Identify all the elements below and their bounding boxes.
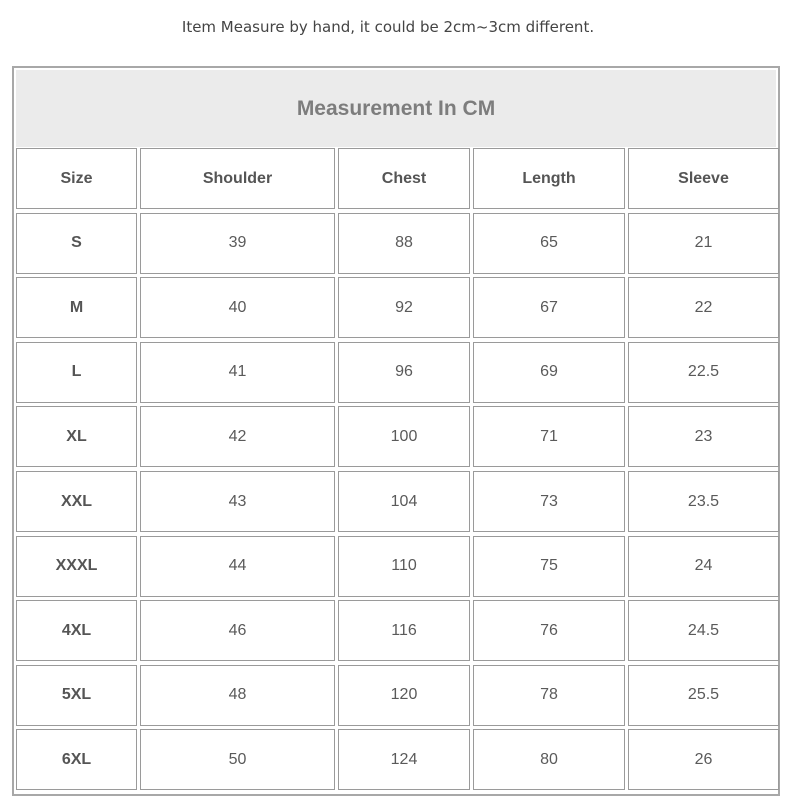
cell-length: 78 xyxy=(473,665,625,726)
cell-length: 69 xyxy=(473,342,625,403)
cell-sleeve: 26 xyxy=(628,729,779,790)
header-shoulder: Shoulder xyxy=(140,148,335,209)
table-row xyxy=(14,600,778,665)
cell-chest: 116 xyxy=(338,600,470,661)
header-length: Length xyxy=(473,148,625,209)
cell-size: 5XL xyxy=(16,665,137,726)
table-row xyxy=(14,213,778,278)
cell-shoulder: 41 xyxy=(140,342,335,403)
cell-length: 80 xyxy=(473,729,625,790)
cell-shoulder: 40 xyxy=(140,277,335,338)
cell-length: 67 xyxy=(473,277,625,338)
cell-length: 76 xyxy=(473,600,625,661)
table-title: Measurement In CM xyxy=(296,96,496,120)
table-row xyxy=(14,406,778,471)
table-row xyxy=(14,342,778,407)
header-sleeve: Sleeve xyxy=(628,148,779,209)
cell-sleeve: 21 xyxy=(628,213,779,274)
cell-sleeve: 23.5 xyxy=(628,471,779,532)
cell-shoulder: 50 xyxy=(140,729,335,790)
cell-sleeve: 25.5 xyxy=(628,665,779,726)
cell-length: 73 xyxy=(473,471,625,532)
cell-shoulder: 44 xyxy=(140,536,335,597)
cell-shoulder: 46 xyxy=(140,600,335,661)
cell-chest: 92 xyxy=(338,277,470,338)
cell-sleeve: 22 xyxy=(628,277,779,338)
cell-shoulder: 48 xyxy=(140,665,335,726)
cell-size: 4XL xyxy=(16,600,137,661)
cell-shoulder: 42 xyxy=(140,406,335,467)
cell-size: 6XL xyxy=(16,729,137,790)
cell-size: XXXL xyxy=(16,536,137,597)
cell-size: XXL xyxy=(16,471,137,532)
cell-chest: 110 xyxy=(338,536,470,597)
size-chart-table xyxy=(12,66,780,796)
cell-chest: 100 xyxy=(338,406,470,467)
cell-size: S xyxy=(16,213,137,274)
cell-size: L xyxy=(16,342,137,403)
cell-size: M xyxy=(16,277,137,338)
table-header-row xyxy=(14,148,778,213)
table-row xyxy=(14,729,778,794)
cell-size: XL xyxy=(16,406,137,467)
table-row xyxy=(14,471,778,536)
cell-chest: 104 xyxy=(338,471,470,532)
cell-length: 65 xyxy=(473,213,625,274)
cell-chest: 120 xyxy=(338,665,470,726)
cell-chest: 88 xyxy=(338,213,470,274)
cell-length: 75 xyxy=(473,536,625,597)
table-title-bar xyxy=(16,70,776,147)
cell-sleeve: 24.5 xyxy=(628,600,779,661)
cell-sleeve: 22.5 xyxy=(628,342,779,403)
table-row xyxy=(14,665,778,730)
table-row xyxy=(14,536,778,601)
cell-sleeve: 23 xyxy=(628,406,779,467)
header-size: Size xyxy=(16,148,137,209)
cell-chest: 96 xyxy=(338,342,470,403)
header-chest: Chest xyxy=(338,148,470,209)
cell-length: 71 xyxy=(473,406,625,467)
cell-chest: 124 xyxy=(338,729,470,790)
measurement-note: Item Measure by hand, it could be 2cm~3cm different. xyxy=(181,18,595,36)
cell-sleeve: 24 xyxy=(628,536,779,597)
table-row xyxy=(14,277,778,342)
cell-shoulder: 39 xyxy=(140,213,335,274)
cell-shoulder: 43 xyxy=(140,471,335,532)
